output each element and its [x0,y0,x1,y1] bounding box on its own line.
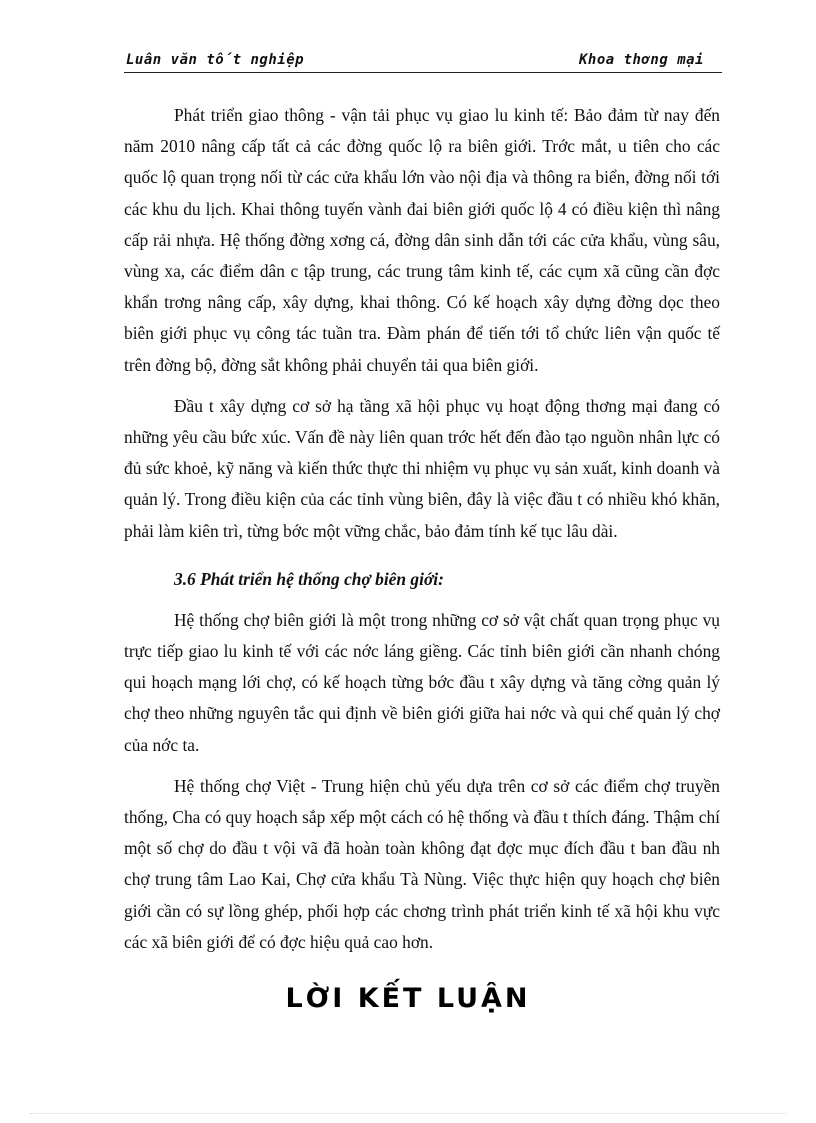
paragraph-border-markets: Hệ thống chợ biên giới là một trong những cơ sở vật chất quan trọng phục vụ trực tiếp giao lu kinh tế với các nớc láng giềng. Các tỉnh biên giới cần nhanh chóng qui hoạch mạng lới chợ, có kế hoạch từng bớc đầu t xây dựng và tăng cờng quản lý chợ theo những nguyên tắc qui định về biên giới giữa hai nớc và qui chế quản lý chợ của nớc ta. [124,609,720,755]
paragraph-infrastructure: Đầu t xây dựng cơ sở hạ tầng xã hội phục vụ hoạt động thơng mại đang có những yêu cầu bức xúc. Vấn đề này liên quan trớc hết đến đào tạo nguồn nhân lực có đủ sức khoẻ, kỹ năng và kiến thức thực thi nhiệm vụ phục vụ sản xuất, kinh doanh và quản lý. Trong điều kiện của các tỉnh vùng biên, đây là việc đầu t có nhiều khó khăn, phải làm kiên trì, từng bớc một vững chắc, bảo đảm tính kế tục lâu dài. [124,395,720,541]
page-bottom-divider [30,1113,786,1114]
page-header [124,50,722,73]
paragraph-vietnam-china-markets: Hệ thống chợ Việt - Trung hiện chủ yếu dựa trên cơ sở các điểm chợ truyền thống, Cha có quy hoạch sắp xếp một cách có hệ thống và đầu t thích đáng. Thậm chí một số chợ do đầu t vội vã đã hoàn toàn không đạt đợc mục đích đầu t ban đầu nh chợ trung tâm Lao Kai, Chợ cửa khẩu Tà Nùng. Việc thực hiện quy hoạch chợ biên giới cần có sự lồng ghép, phối hợp các chơng trình phát triển kinh tế xã hội khu vực các xã biên giới để có đợc hiệu quả cao hơn. [124,775,720,952]
header-left-text: Luân văn tốt nghiệp [126,52,305,68]
conclusion-heading: LỜI KẾT LUẬN [285,983,531,1014]
header-right-text: Khoa thơng mại [578,52,704,68]
paragraph-transport: Phát triển giao thông - vận tải phục vụ giao lu kinh tế: Bảo đảm từ nay đến năm 2010 nâng cấp tất cả các đờng quốc lộ ra biên giới. Trớc mắt, u tiên cho các quốc lộ quan trọng nối từ các cửa khẩu lớn vào nội địa và thông ra biển, đờng nối tới các khu du lịch. Khai thông tuyến vành đai biên giới quốc lộ 4 có điều kiện thì nâng cấp rải nhựa. Hệ thống đờng xơng cá, đờng dân sinh dẫn tới các cửa khẩu, vùng sâu, vùng xa, các điểm dân c tập trung, các trung tâm kinh tế, các cụm xã cũng cần đợc khẩn trơng nâng cấp, xây dựng, khai thông. Có kế hoạch xây dựng đờng dọc theo biên giới phục vụ công tác tuần tra. Đàm phán để tiến tới tổ chức liên vận quốc tế trên đờng bộ, đờng sắt không phải chuyển tải qua biên giới. [124,105,720,375]
section-heading: 3.6 Phát triển hệ thống chợ biên giới: [174,568,444,589]
document-body [124,100,720,958]
